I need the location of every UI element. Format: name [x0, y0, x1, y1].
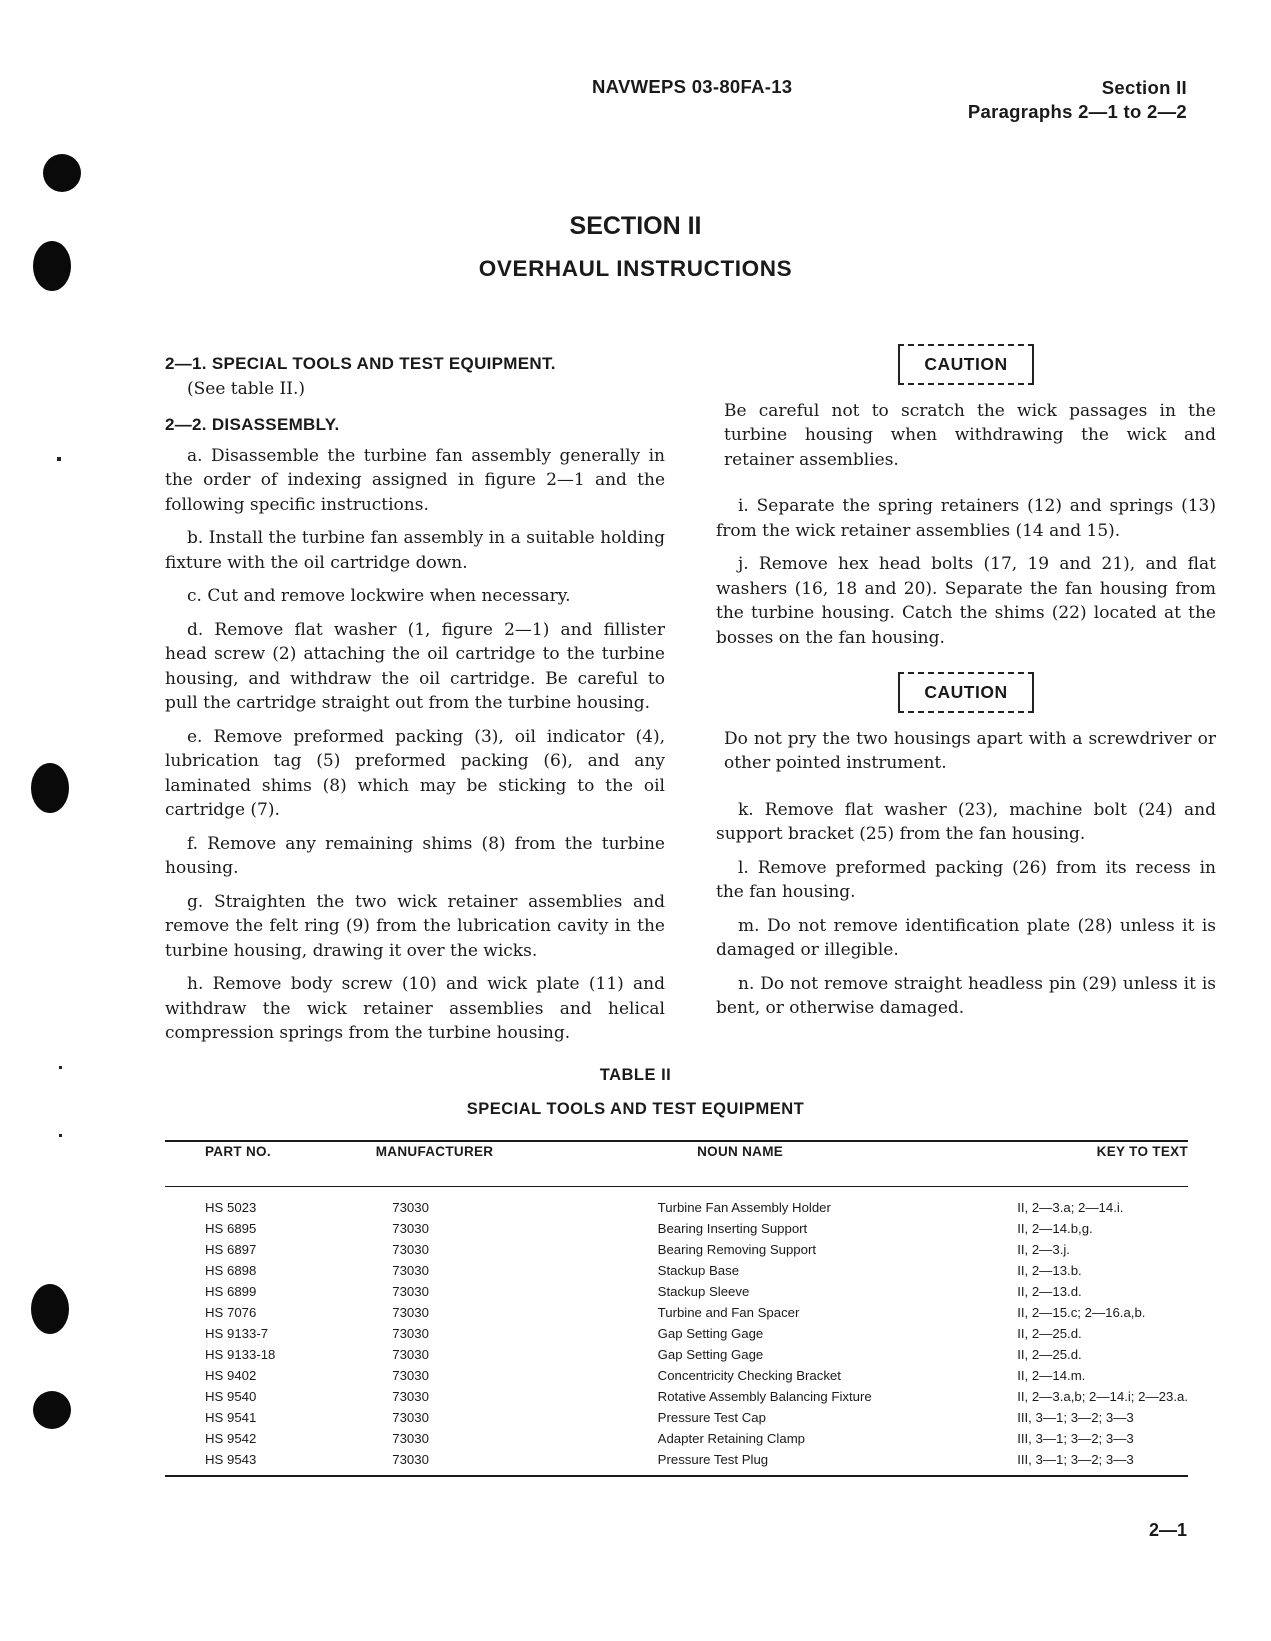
table-row	[165, 1218, 1188, 1239]
part-no-cell: HS 9541	[205, 1410, 257, 1425]
step-l: l. Remove preformed packing (26) from its recess in the fan housing.	[716, 857, 1216, 902]
noun-name-cell: Bearing Inserting Support	[657, 1221, 808, 1236]
step-d: d. Remove flat washer (1, figure 2—1) and fillister head screw (2) attaching the oil cartridge to the turbine housing, and withdraw the oil cartridge. Be careful to pull the cartridge straight out from the turbine housing.	[165, 619, 665, 713]
section-header	[968, 76, 1187, 124]
part-no-cell: HS 9133-7	[205, 1326, 269, 1341]
noun-name-cell: Stackup Sleeve	[657, 1284, 750, 1299]
document-number: NAVWEPS 03-80FA-13	[592, 76, 793, 97]
punch-hole-5	[33, 1391, 71, 1429]
step-b: b. Install the turbine fan assembly in a suitable holding fixture with the oil cartridge down.	[165, 528, 665, 573]
manufacturer-cell: 73030	[392, 1368, 429, 1383]
paragraph-2-2-heading: 2—2. DISASSEMBLY.	[165, 415, 340, 434]
part-no-cell: HS 9542	[205, 1431, 257, 1446]
part-no-cell: HS 5023	[205, 1200, 257, 1215]
caution-text-1: Be careful not to scratch the wick passages in the turbine housing when withdrawing the wick and retainer assemblies.	[724, 400, 1216, 470]
section-title: SECTION II	[569, 212, 702, 240]
manufacturer-cell: 73030	[392, 1200, 429, 1215]
paragraphs-label: Paragraphs 2—1 to 2—2	[967, 101, 1187, 122]
noun-name-cell: Turbine Fan Assembly Holder	[657, 1200, 831, 1215]
step-c: c. Cut and remove lockwire when necessary.	[187, 586, 571, 606]
part-no-cell: HS 9402	[205, 1368, 257, 1383]
step-g: g. Straighten the two wick retainer assemblies and remove the felt ring (9) from the lubrication cavity in the turbine housing, drawing it over the wicks.	[165, 891, 665, 961]
section-subtitle: OVERHAUL INSTRUCTIONS	[478, 256, 793, 281]
key-to-text-cell: II, 2—13.d.	[1017, 1284, 1082, 1299]
punch-hole-4	[31, 1284, 69, 1334]
part-no-cell: HS 6895	[205, 1221, 257, 1236]
manufacturer-cell: 73030	[392, 1410, 429, 1425]
noun-name-cell: Pressure Test Cap	[657, 1410, 766, 1425]
noun-name-cell: Adapter Retaining Clamp	[657, 1431, 806, 1446]
manufacturer-cell: 73030	[392, 1431, 429, 1446]
step-k: k. Remove flat washer (23), machine bolt (24) and support bracket (25) from the fan housing.	[716, 799, 1216, 844]
noun-name-cell: Rotative Assembly Balancing Fixture	[657, 1389, 872, 1404]
key-to-text-cell: II, 2—15.c; 2—16.a,b.	[1017, 1305, 1146, 1320]
punch-hole-3	[31, 763, 69, 813]
step-h: h. Remove body screw (10) and wick plate (11) and withdraw the wick retainer assemblies and helical compression springs from the turbine housing.	[165, 974, 665, 1043]
column-header-key-to-text: KEY TO TEXT	[1096, 1144, 1188, 1159]
caution-box-1	[716, 344, 1216, 385]
key-to-text-cell: III, 3—1; 3—2; 3—3	[1017, 1410, 1134, 1425]
part-no-cell: HS 9543	[205, 1452, 257, 1467]
manufacturer-cell: 73030	[392, 1284, 429, 1299]
key-to-text-cell: III, 3—1; 3—2; 3—3	[1017, 1431, 1134, 1446]
caution-text-2: Do not pry the two housings apart with a screwdriver or other pointed instrument.	[724, 728, 1216, 773]
part-no-cell: HS 9133-18	[205, 1347, 276, 1362]
scan-mark	[57, 457, 61, 461]
column-header-manufacturer: MANUFACTURER	[375, 1144, 494, 1159]
noun-name-cell: Bearing Removing Support	[657, 1242, 817, 1257]
part-no-cell: HS 6898	[205, 1263, 257, 1278]
table-row	[165, 1449, 1188, 1470]
part-no-cell: HS 6899	[205, 1284, 257, 1299]
table-row	[165, 1260, 1188, 1281]
noun-name-cell: Gap Setting Gage	[657, 1326, 764, 1341]
step-a: a. Disassemble the turbine fan assembly generally in the order of indexing assigned in figure 2—1 and the following specific instructions.	[165, 445, 665, 515]
table-label: TABLE II	[599, 1066, 672, 1084]
table-row	[165, 1323, 1188, 1344]
special-tools-table-body	[165, 1197, 1188, 1470]
table-header-rule	[165, 1186, 1188, 1187]
table-row	[165, 1365, 1188, 1386]
step-f: f. Remove any remaining shims (8) from the turbine housing.	[165, 833, 665, 878]
table-row	[165, 1407, 1188, 1428]
manufacturer-cell: 73030	[392, 1347, 429, 1362]
punch-hole-1	[43, 154, 81, 192]
table-row	[165, 1197, 1188, 1218]
table-row	[165, 1302, 1188, 1323]
section-label: Section II	[1101, 77, 1187, 98]
noun-name-cell: Stackup Base	[657, 1263, 740, 1278]
part-no-cell: HS 6897	[205, 1242, 257, 1257]
step-e: e. Remove preformed packing (3), oil indicator (4), lubrication tag (5) preformed packing (6), and any laminated shims (8) which may be sticking to the oil cartridge (7).	[165, 726, 665, 820]
table-bottom-rule	[165, 1475, 1188, 1477]
page-number: 2—1	[1148, 1520, 1187, 1540]
key-to-text-cell: III, 3—1; 3—2; 3—3	[1017, 1452, 1134, 1467]
part-no-cell: HS 7076	[205, 1305, 257, 1320]
step-j: j. Remove hex head bolts (17, 19 and 21), and flat washers (16, 18 and 20). Separate the fan housing from the turbine housing. Catch the shims (22) located at the bosses on the fan housing.	[716, 554, 1216, 648]
table-row	[165, 1281, 1188, 1302]
paragraph-2-1-reference: (See table II.)	[187, 378, 306, 399]
manufacturer-cell: 73030	[392, 1263, 429, 1278]
table-header-row	[165, 1141, 1188, 1162]
paragraph-2-1-heading: 2—1. SPECIAL TOOLS AND TEST EQUIPMENT.	[165, 354, 556, 373]
step-m: m. Do not remove identification plate (28) unless it is damaged or illegible.	[716, 915, 1216, 960]
table-row	[165, 1344, 1188, 1365]
column-header-noun-name: NOUN NAME	[697, 1144, 784, 1159]
right-column	[716, 344, 1216, 1030]
column-header-part-no: PART NO.	[205, 1144, 271, 1159]
key-to-text-cell: II, 2—14.m.	[1017, 1368, 1086, 1383]
table-row	[165, 1428, 1188, 1449]
key-to-text-cell: II, 2—3.a,b; 2—14.i; 2—23.a.	[1017, 1389, 1188, 1404]
caution-label-2: CAUTION	[898, 672, 1033, 713]
noun-name-cell: Gap Setting Gage	[657, 1347, 764, 1362]
step-n: n. Do not remove straight headless pin (29) unless it is bent, or otherwise damaged.	[716, 973, 1216, 1018]
scan-mark	[59, 1134, 62, 1137]
manufacturer-cell: 73030	[392, 1242, 429, 1257]
key-to-text-cell: II, 2—3.j.	[1017, 1242, 1070, 1257]
manufacturer-cell: 73030	[392, 1389, 429, 1404]
caution-label-1: CAUTION	[898, 344, 1033, 385]
key-to-text-cell: II, 2—25.d.	[1017, 1326, 1082, 1341]
key-to-text-cell: II, 2—25.d.	[1017, 1347, 1082, 1362]
part-no-cell: HS 9540	[205, 1389, 257, 1404]
manufacturer-cell: 73030	[392, 1305, 429, 1320]
table-row	[165, 1239, 1188, 1260]
table-spacer-row	[165, 1162, 1188, 1172]
manufacturer-cell: 73030	[392, 1221, 429, 1236]
table-row	[165, 1386, 1188, 1407]
noun-name-cell: Concentricity Checking Bracket	[657, 1368, 841, 1383]
manufacturer-cell: 73030	[392, 1452, 429, 1467]
step-i: i. Separate the spring retainers (12) and springs (13) from the wick retainer assemblies (14 and 15).	[716, 496, 1216, 541]
left-column	[165, 352, 665, 1055]
noun-name-cell: Pressure Test Plug	[657, 1452, 769, 1467]
key-to-text-cell: II, 2—14.b,g.	[1017, 1221, 1093, 1236]
table-title: SPECIAL TOOLS AND TEST EQUIPMENT	[466, 1100, 805, 1118]
noun-name-cell: Turbine and Fan Spacer	[657, 1305, 800, 1320]
key-to-text-cell: II, 2—13.b.	[1017, 1263, 1082, 1278]
caution-box-2	[716, 672, 1216, 713]
key-to-text-cell: II, 2—3.a; 2—14.i.	[1017, 1200, 1124, 1215]
special-tools-table	[165, 1141, 1188, 1172]
manufacturer-cell: 73030	[392, 1326, 429, 1341]
